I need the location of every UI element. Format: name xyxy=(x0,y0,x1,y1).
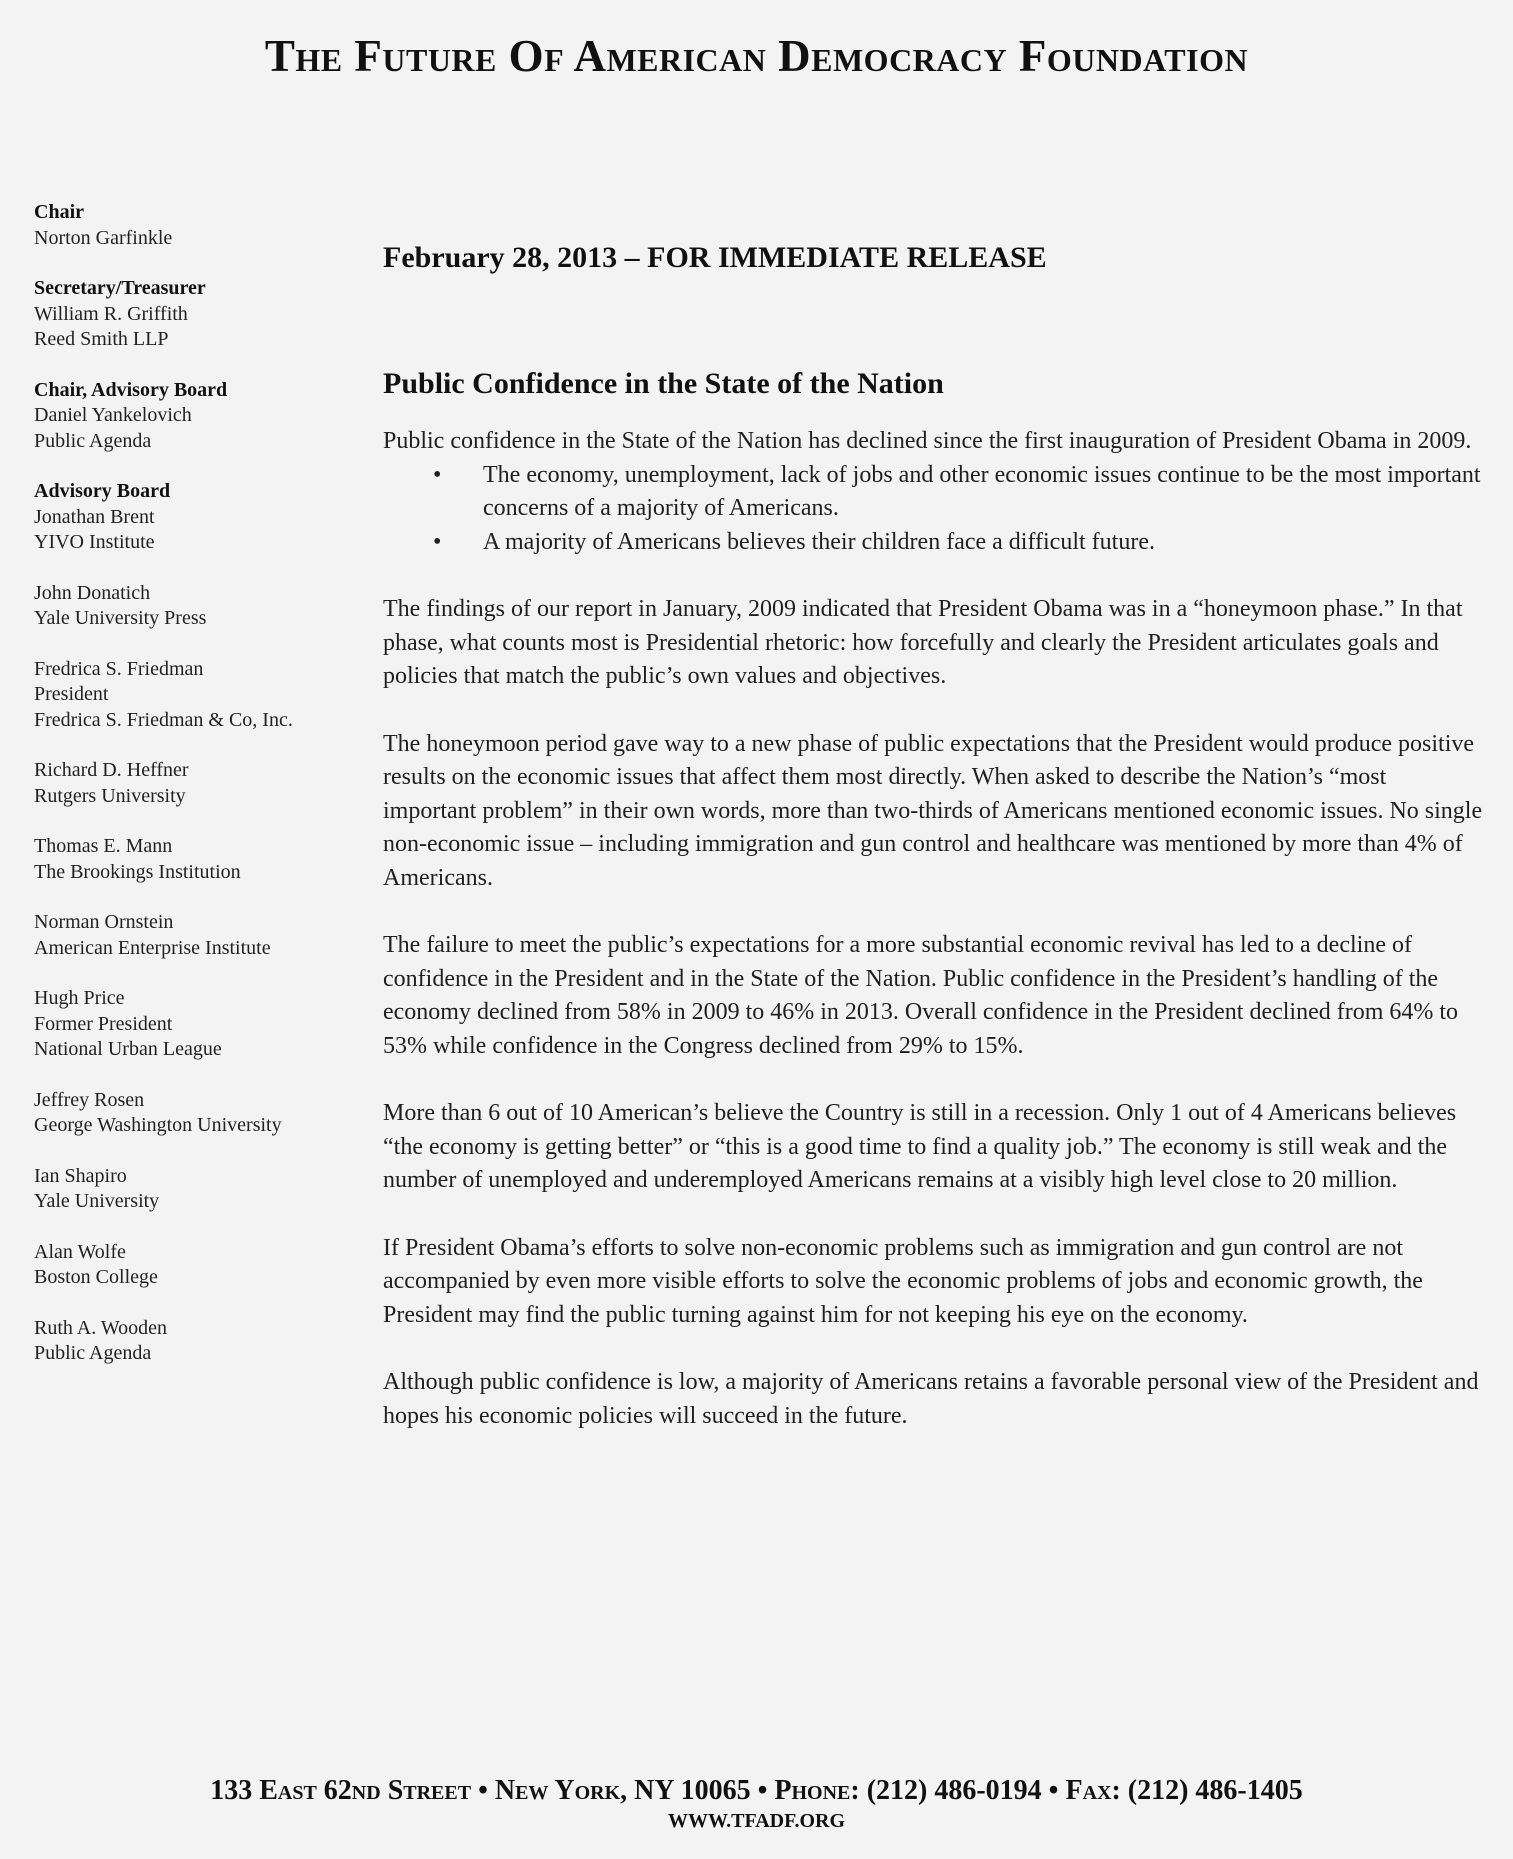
board-member-line: American Enterprise Institute xyxy=(34,936,271,959)
board-group xyxy=(34,1164,334,1215)
board-member-line: Norman Ornstein xyxy=(34,911,174,933)
bullet-text: The economy, unemployment, lack of jobs and other economic issues continue to be the most important concerns of a majority of Americans. xyxy=(483,461,1481,521)
bullet-list xyxy=(383,459,1483,560)
board-group xyxy=(34,1316,334,1367)
board-group xyxy=(34,581,334,632)
board-group xyxy=(34,1088,334,1139)
board-member-line: Jeffrey Rosen xyxy=(34,1088,145,1111)
board-group xyxy=(34,1240,334,1291)
board-member-line: Public Agenda xyxy=(34,429,152,452)
footer-address: 133 East 62nd Street • New York, NY 10065 • Phone: (212) 486-0194 • Fax: (212) 486-1405 xyxy=(210,1775,1303,1806)
body-paragraph: Although public confidence is low, a majority of Americans retains a favorable personal view of the President and hopes his economic policies will succeed in the future. xyxy=(383,1369,1479,1429)
body-paragraph: The findings of our report in January, 2009 indicated that President Obama was in a “honeymoon phase.” In that phase, what counts most is Presidential rhetoric: how forcefully and clearly the President articulates goals and policies that match the public’s own values and objectives. xyxy=(383,596,1463,689)
board-group xyxy=(34,378,334,455)
board-member-line: President xyxy=(34,683,109,705)
board-group xyxy=(34,479,334,556)
board-member-line: William R. Griffith xyxy=(34,302,188,325)
board-group xyxy=(34,276,334,353)
board-role: Advisory Board xyxy=(34,480,171,502)
board-role: Chair, Advisory Board xyxy=(34,378,228,401)
board-group xyxy=(34,657,334,734)
board-role: Secretary/Treasurer xyxy=(34,277,206,299)
board-member-line: Ruth A. Wooden xyxy=(34,1316,168,1339)
board-group xyxy=(34,834,334,885)
bullet-icon: • xyxy=(433,461,442,488)
board-member-line: Yale University xyxy=(34,1190,160,1212)
board-member-line: Former President xyxy=(34,1012,173,1035)
letterhead-title: The Future Of American Democracy Foundation xyxy=(264,31,1249,81)
board-member-line: Fredrica S. Friedman & Co, Inc. xyxy=(34,708,293,731)
bullet-item xyxy=(383,526,1483,560)
body-paragraph: More than 6 out of 10 American’s believe the Country is still in a recession. Only 1 out of 4 Americans believes “the economy is getting better” or “this is a good time to find a quality job.” The economy is still weak and the number of unemployed and underemployed Americans remains at a visibly high level close to 20 million. xyxy=(383,1100,1457,1193)
board-member-line: George Washington University xyxy=(34,1114,282,1136)
board-group xyxy=(34,986,334,1063)
release-date: February 28, 2013 – FOR IMMEDIATE RELEASE xyxy=(383,241,1047,274)
board-member-line: Hugh Price xyxy=(34,987,125,1009)
board-member-line: Fredrica S. Friedman xyxy=(34,657,204,680)
board-member-line: Thomas E. Mann xyxy=(34,835,173,857)
footer-website: WWW.TFADF.ORG xyxy=(667,1810,846,1832)
board-member-line: Alan Wolfe xyxy=(34,1240,126,1263)
board-group xyxy=(34,758,334,809)
main-content xyxy=(383,238,1483,1433)
board-sidebar xyxy=(34,200,334,1392)
intro-paragraph: Public confidence in the State of the Nation has declined since the first inauguration of President Obama in 2009. xyxy=(383,428,1472,454)
board-member-line: Richard D. Heffner xyxy=(34,759,189,781)
body-paragraph: The failure to meet the public’s expectations for a more substantial economic revival has led to a decline of confidence in the President and in the State of the Nation. Public confidence in the President’s handling of the economy declined from 58% in 2009 to 46% in 2013. Overall confidence in the President declined from 64% to 53% while confidence in the Congress declined from 29% to 15%. xyxy=(383,932,1459,1059)
footer xyxy=(0,1774,1513,1834)
body-paragraph: The honeymoon period gave way to a new phase of public expectations that the President would produce positive results on the economic issues that affect them most directly. When asked to describe the Nation’s “most important problem” in their own words, more than two-thirds of Americans mentioned economic issues. No single non-economic issue – including immigration and gun control and healthcare was mentioned by more than 4% of Americans. xyxy=(383,730,1483,891)
board-member-line: Daniel Yankelovich xyxy=(34,404,192,426)
board-member-line: Rutgers University xyxy=(34,784,186,807)
board-member-line: The Brookings Institution xyxy=(34,860,241,883)
board-member-line: National Urban League xyxy=(34,1038,222,1060)
board-role: Chair xyxy=(34,201,84,223)
board-member-line: John Donatich xyxy=(34,581,151,604)
board-member-line: Jonathan Brent xyxy=(34,505,155,528)
board-member-line: YIVO Institute xyxy=(34,531,155,553)
board-member-line: Yale University Press xyxy=(34,607,207,629)
bullet-text: A majority of Americans believes their children face a difficult future. xyxy=(483,528,1155,555)
board-group xyxy=(34,910,334,961)
bullet-item xyxy=(383,459,1483,526)
board-member-line: Reed Smith LLP xyxy=(34,328,169,350)
board-member-line: Norton Garfinkle xyxy=(34,226,173,249)
board-member-line: Public Agenda xyxy=(34,1342,152,1364)
board-member-line: Ian Shapiro xyxy=(34,1164,127,1187)
body-paragraph: If President Obama’s efforts to solve non-economic problems such as immigration and gun control are not accompanied by even more visible efforts to solve the economic problems of jobs and economic growth, the President may find the public turning against him for not keeping his eye on the economy. xyxy=(383,1234,1423,1328)
board-group xyxy=(34,200,334,251)
headline: Public Confidence in the State of the Nation xyxy=(383,367,944,400)
board-member-line: Boston College xyxy=(34,1266,158,1288)
bullet-icon: • xyxy=(433,528,442,555)
